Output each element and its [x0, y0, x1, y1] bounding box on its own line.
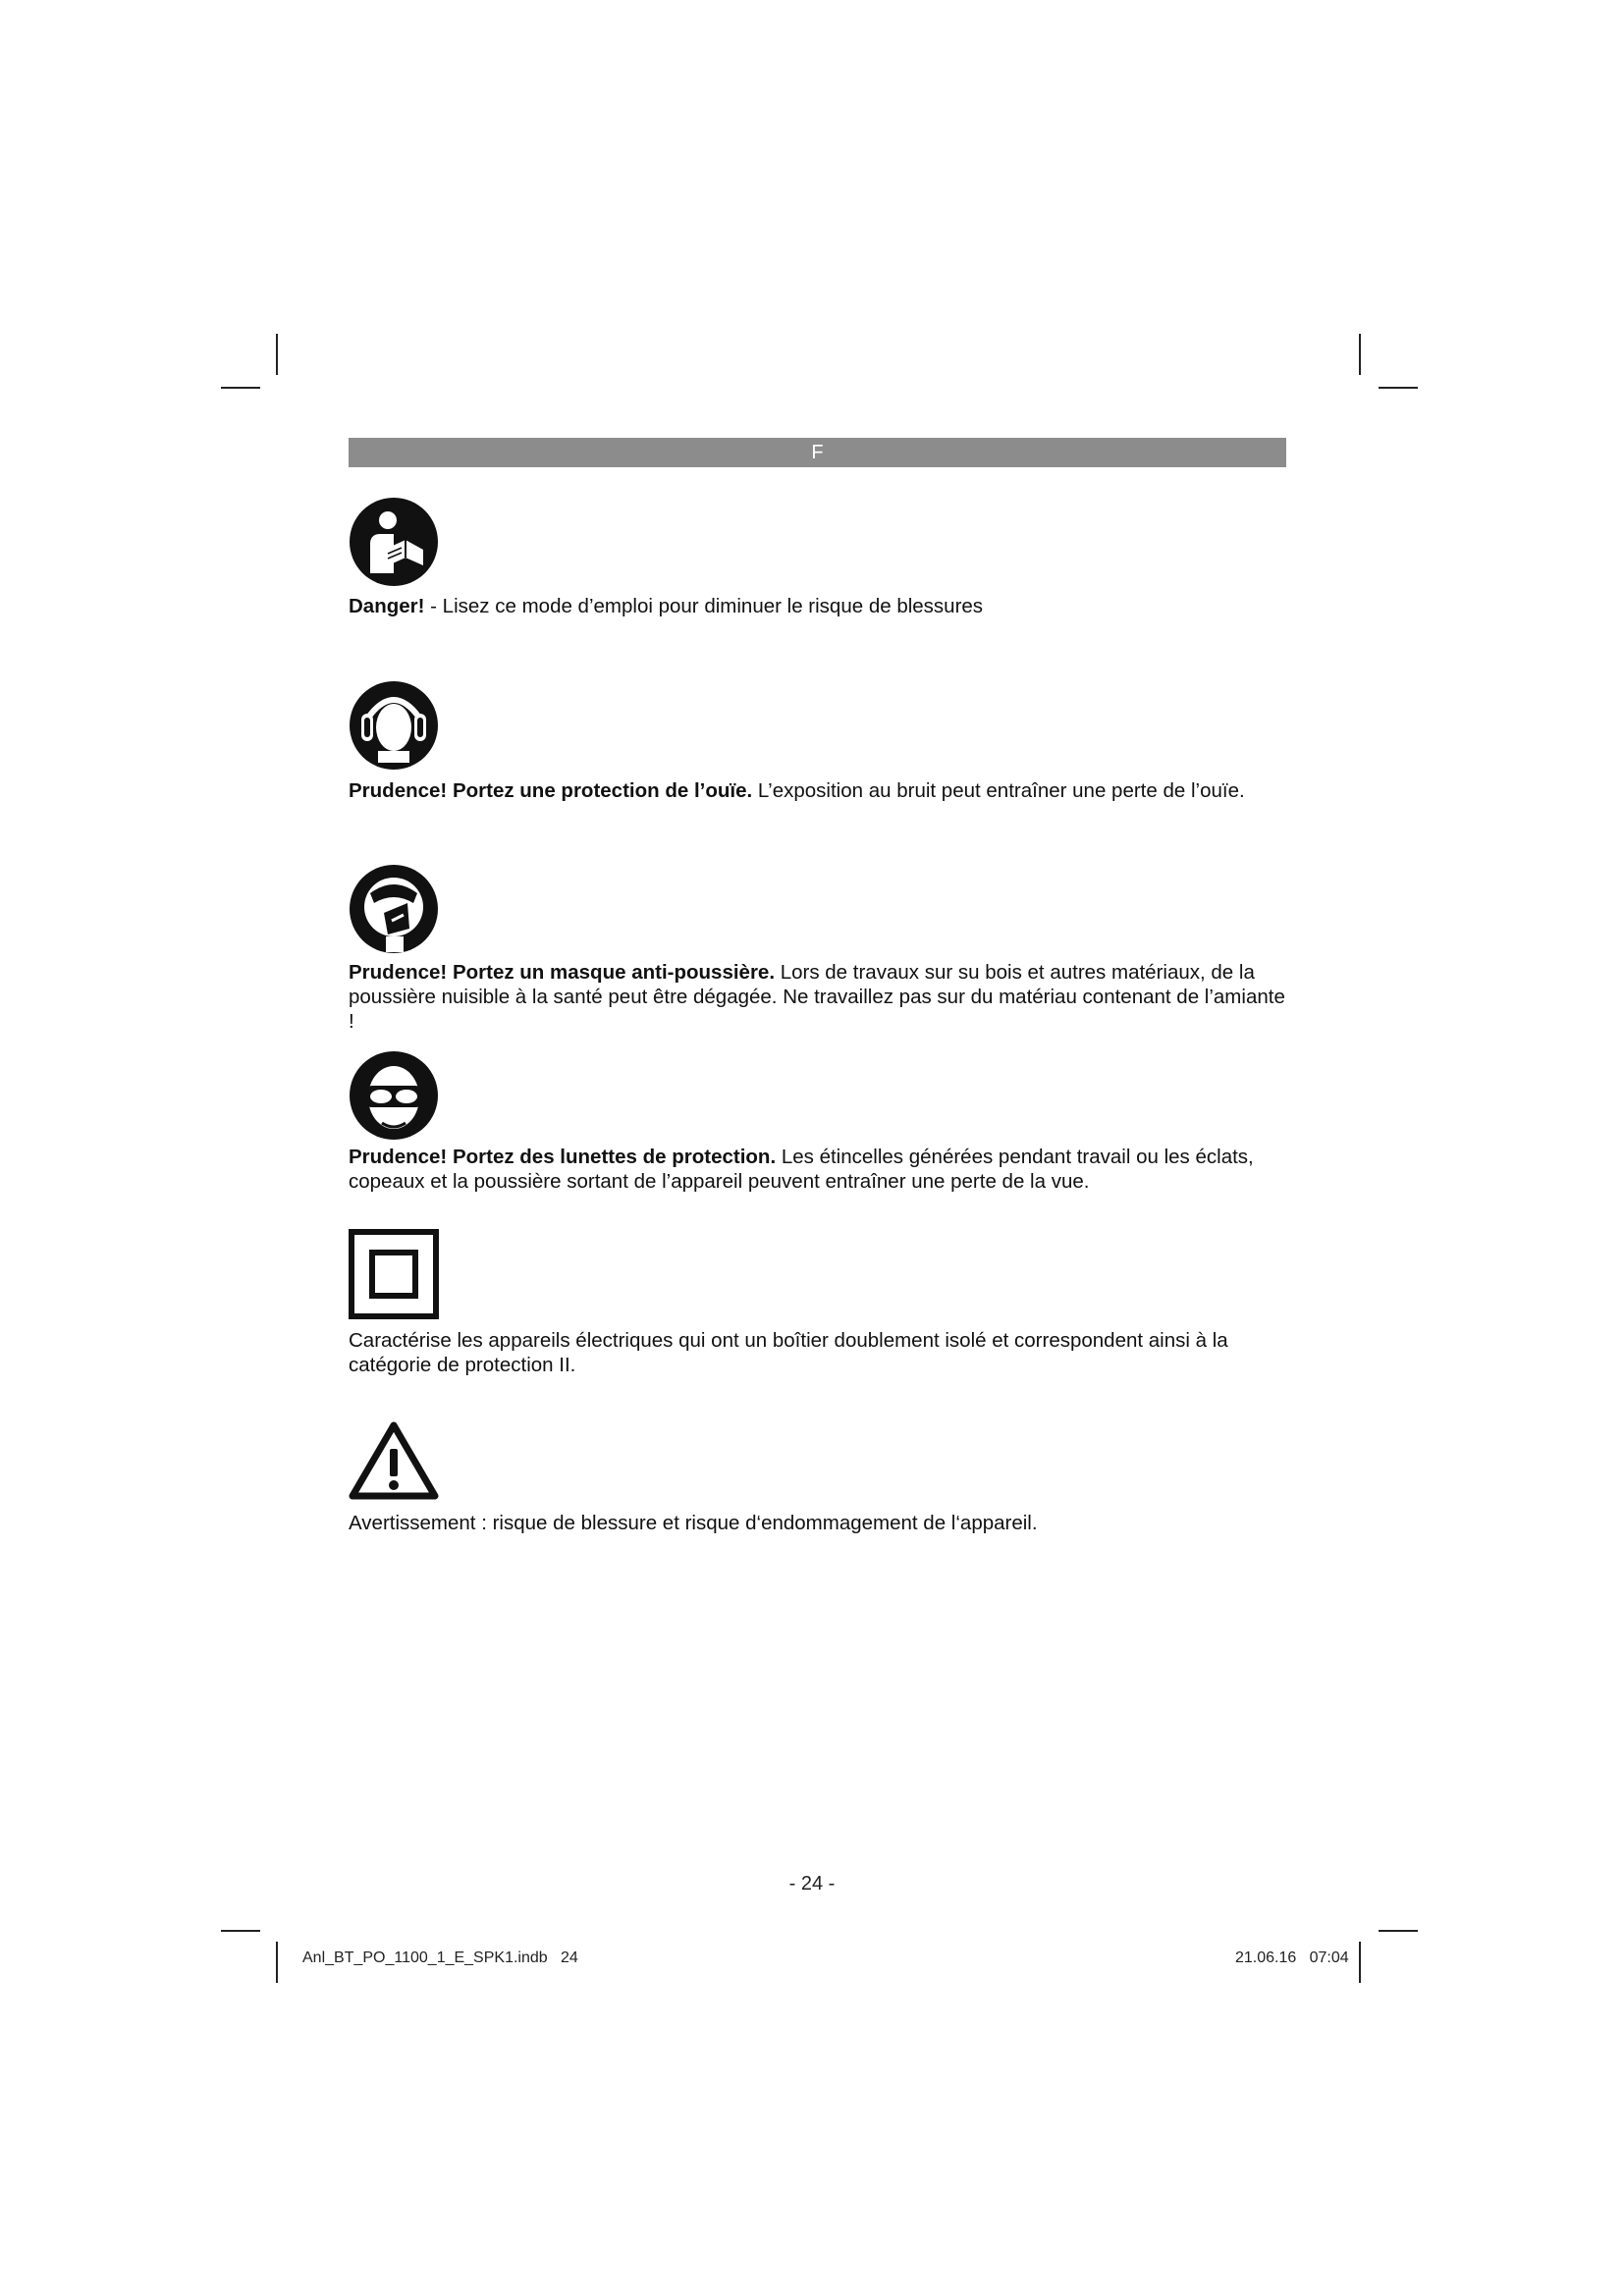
- dust-mask-text: [349, 960, 1286, 1034]
- crop-mark: [1359, 334, 1361, 375]
- danger-read-manual-text: [349, 594, 1286, 618]
- double-insulation-text: [349, 1328, 1286, 1377]
- crop-mark: [276, 334, 278, 375]
- warning-text: [349, 1511, 1286, 1535]
- warning-body: L’exposition au bruit peut entraîner une perte de l’ouïe.: [752, 779, 1245, 802]
- warning-triangle-icon: [349, 1421, 439, 1500]
- ear-protection-icon: [349, 680, 439, 771]
- warning-heading: Prudence! Portez des lunettes de protection.: [349, 1146, 777, 1168]
- file-name: Anl_BT_PO_1100_1_E_SPK1.indb 24: [302, 1949, 578, 1966]
- page-number: - 24 -: [788, 1873, 836, 1895]
- double-insulation-icon: [349, 1229, 439, 1319]
- language-header-bar: [349, 438, 1286, 467]
- dust-mask-icon: [349, 864, 439, 954]
- warning-body: Avertissement : risque de blessure et risque d‘endommagement de l‘appareil.: [349, 1512, 1038, 1534]
- warning-heading: Danger!: [349, 595, 425, 617]
- crop-mark: [221, 1930, 260, 1932]
- safety-goggles-text: [349, 1145, 1286, 1194]
- language-label: F: [811, 442, 824, 463]
- warning-heading: Prudence! Portez une protection de l’ouïe.: [349, 779, 753, 802]
- warning-heading: Prudence! Portez un masque anti-poussière.: [349, 961, 776, 984]
- crop-mark: [276, 1942, 278, 1983]
- read-manual-icon: [349, 497, 439, 587]
- crop-mark: [1379, 1930, 1418, 1932]
- safety-goggles-icon: [349, 1050, 439, 1141]
- crop-mark: [221, 387, 260, 389]
- ear-protection-text: [349, 778, 1286, 803]
- warning-body: Caractérise les appareils électriques qui ont un boîtier doublement isolé et correspondent ainsi à la catégorie de protection II.: [349, 1329, 1228, 1376]
- timestamp: 21.06.16 07:04: [1235, 1949, 1349, 1966]
- warning-body: Les étincelles générées pendant travail ou les éclats, copeaux et la poussière sortant de l’appareil peuvent entraîner une perte de la vue.: [349, 1146, 1254, 1193]
- warning-body: Lors de travaux sur su bois et autres matériaux, de la poussière nuisible à la santé peut être dégagée. Ne travaillez pas sur du matériau contenant de l’amiante !: [349, 961, 1285, 1033]
- crop-mark: [1359, 1942, 1361, 1983]
- warning-body: - Lisez ce mode d’emploi pour diminuer le risque de blessures: [424, 595, 984, 617]
- crop-mark: [1379, 387, 1418, 389]
